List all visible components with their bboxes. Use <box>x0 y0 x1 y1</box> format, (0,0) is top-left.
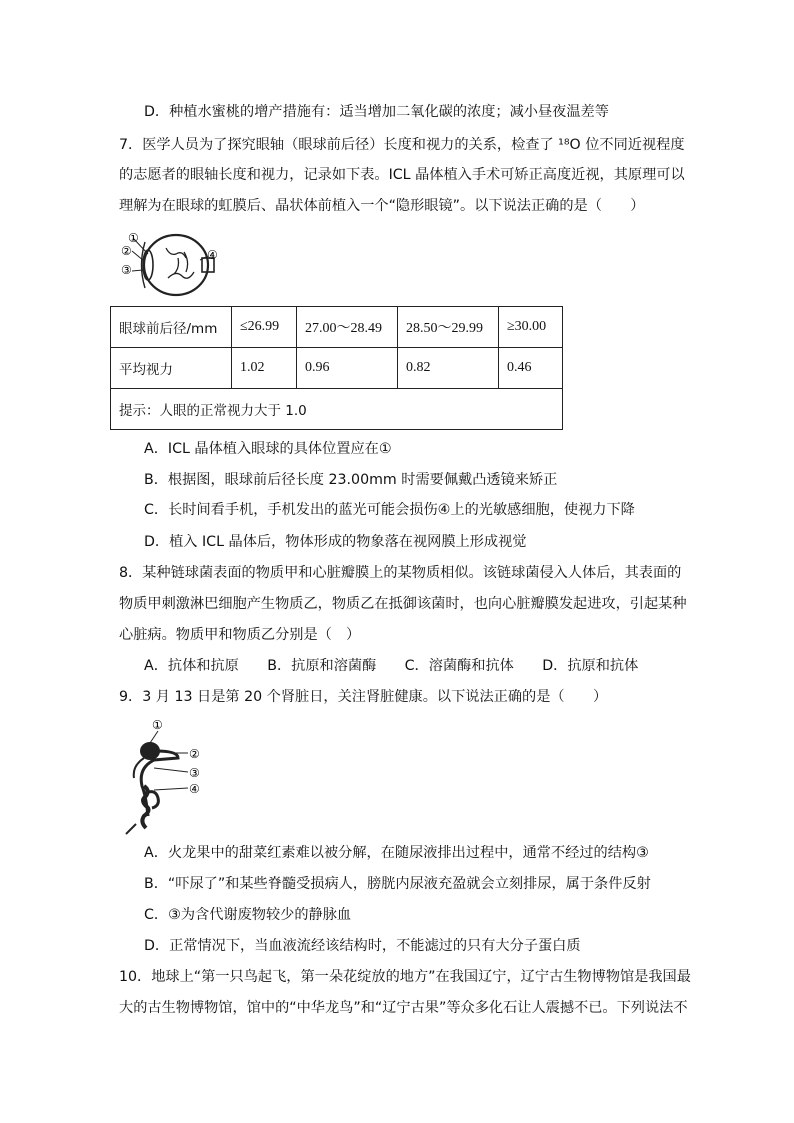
q7-stem-line1: 7．医学人员为了探究眼轴（眼球前后径）长度和视力的关系，检查了 ¹⁸O 位不同近视程度 <box>119 137 685 153</box>
nephron-label-2: ② <box>189 747 200 761</box>
eye-label-2: ② <box>121 244 132 258</box>
table-row <box>111 389 563 430</box>
eye-label-4: ④ <box>207 248 218 262</box>
table-cell: 0.82 <box>398 348 499 389</box>
nephron-label-4: ④ <box>189 782 200 796</box>
q9-option-d: D．正常情况下，当血液流经该结构时，不能滤过的只有大分子蛋白质 <box>144 938 581 954</box>
q10-stem-line2: 大的古生物博物馆，馆中的“中华龙鸟”和“辽宁古果”等众多化石让人震撼不已。下列说法不 <box>119 1000 688 1016</box>
eye-vision-table <box>110 306 563 430</box>
q9-option-b: B．“吓尿了”和某些脊髓受损病人，膀胱内尿液充盈就会立刻排尿，属于条件反射 <box>144 876 651 892</box>
table-cell: 0.96 <box>297 348 398 389</box>
table-cell: 28.50～29.99 <box>398 307 499 348</box>
table-row <box>111 348 563 389</box>
q7-stem-line2: 的志愿者的眼轴长度和视力，记录如下表。ICL 晶体植入手术可矫正高度近视，其原理可以 <box>119 167 685 183</box>
eye-label-3: ③ <box>121 263 132 277</box>
q6-option-d: D．种植水蜜桃的增产措施有：适当增加二氧化碳的浓度；减小昼夜温差等 <box>144 104 609 120</box>
q9-option-a: A．火龙果中的甜菜红素难以被分解，在随尿液排出过程中，通常不经过的结构③ <box>144 845 649 861</box>
q8-stem-line1: 8．某种链球菌表面的物质甲和心脏瓣膜上的某物质相似。该链球菌侵入人体后，其表面的 <box>119 565 682 581</box>
q8-stem-line2: 物质甲刺激淋巴细胞产生物质乙，物质乙在抵御该菌时，也向心脏瓣膜发起进攻，引起某种 <box>119 596 687 612</box>
q7-option-b: B．根据图，眼球前后径长度 23.00mm 时需要佩戴凸透镜来矫正 <box>144 472 558 488</box>
table-cell: 眼球前后径/mm <box>111 307 232 348</box>
q7-option-c: C．长时间看手机，手机发出的蓝光可能会损伤④上的光敏感细胞，使视力下降 <box>144 502 635 518</box>
eyeball-figure <box>118 228 223 298</box>
q10-stem-line1: 10．地球上“第一只鸟起飞，第一朵花绽放的地方”在我国辽宁，辽宁古生物博物馆是我国最 <box>119 969 691 985</box>
nephron-figure <box>118 716 218 836</box>
table-cell: 1.02 <box>232 348 297 389</box>
table-cell: 27.00～28.49 <box>297 307 398 348</box>
table-cell: ≥30.00 <box>499 307 563 348</box>
table-cell: ≤26.99 <box>232 307 297 348</box>
table-cell: 0.46 <box>499 348 563 389</box>
q8-stem-line3: 心脏病。物质甲和物质乙分别是（ ） <box>119 627 361 643</box>
nephron-label-3: ③ <box>189 766 200 780</box>
nephron-label-1: ① <box>152 718 163 732</box>
q8-options: A．抗体和抗原 B．抗原和溶菌酶 C．溶菌酶和抗体 D．抗原和抗体 <box>144 658 639 674</box>
q9-option-c: C．③为含代谢废物较少的静脉血 <box>144 907 352 923</box>
q7-option-d: D．植入 ICL 晶体后，物体形成的物象落在视网膜上形成视觉 <box>144 534 527 550</box>
q7-stem-line3: 理解为在眼球的虹膜后、晶状体前植入一个“隐形眼镜”。以下说法正确的是（ ） <box>119 198 645 214</box>
table-row <box>111 307 563 348</box>
table-cell: 平均视力 <box>111 348 232 389</box>
table-note: 提示：人眼的正常视力大于 1.0 <box>111 389 563 430</box>
eye-label-1: ① <box>128 231 139 245</box>
q7-option-a: A．ICL 晶体植入眼球的具体位置应在① <box>144 441 392 457</box>
q9-stem-line1: 9．3 月 13 日是第 20 个肾脏日，关注肾脏健康。以下说法正确的是（ ） <box>119 689 608 705</box>
